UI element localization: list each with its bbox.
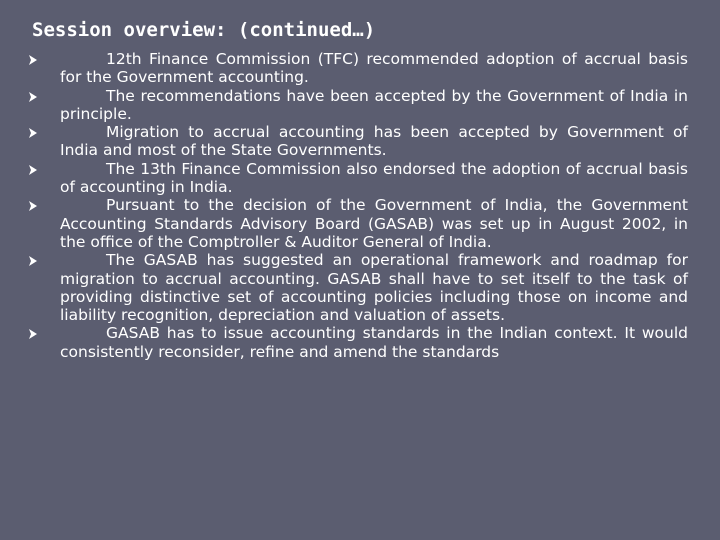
arrow-bullet-icon [28, 92, 38, 102]
arrow-bullet-icon [28, 201, 38, 211]
arrow-bullet-icon [28, 55, 38, 65]
bullet-item [28, 160, 688, 197]
slide-title: Session overview: (continued…) [32, 19, 376, 41]
bullet-list [28, 50, 688, 361]
bullet-text: Migration to accrual accounting has been accepted by Government of India and most of the State Governments. [60, 123, 688, 160]
bullet-item [28, 123, 688, 160]
arrow-bullet-icon [28, 128, 38, 138]
bullet-item [28, 50, 688, 87]
arrow-bullet-icon [28, 256, 38, 266]
bullet-text: Pursuant to the decision of the Government of India, the Government Accounting Standards Advisory Board (GASAB) was set up in August 2002, in the office of the Comptroller & Auditor General of India. [60, 196, 688, 251]
bullet-text: The 13th Finance Commission also endorsed the adoption of accrual basis of accounting in India. [60, 159, 688, 197]
bullet-item [28, 324, 688, 361]
bullet-text: GASAB has to issue accounting standards in the Indian context. It would consistently reconsider, refine and amend the standards [60, 324, 688, 361]
arrow-bullet-icon [28, 165, 38, 175]
bullet-item [28, 196, 688, 251]
bullet-text: The GASAB has suggested an operational framework and roadmap for migration to accrual accounting. GASAB shall have to set itself to the task of providing distinctive set of accounting policies including those on income and liability recognition, depreciation and valuation of assets. [60, 251, 688, 325]
bullet-item [28, 251, 688, 324]
bullet-item [28, 87, 688, 124]
bullet-text: 12th Finance Commission (TFC) recommended adoption of accrual basis for the Government accounting. [60, 50, 688, 87]
bullet-text: The recommendations have been accepted by the Government of India in principle. [60, 86, 688, 123]
arrow-bullet-icon [28, 329, 38, 339]
